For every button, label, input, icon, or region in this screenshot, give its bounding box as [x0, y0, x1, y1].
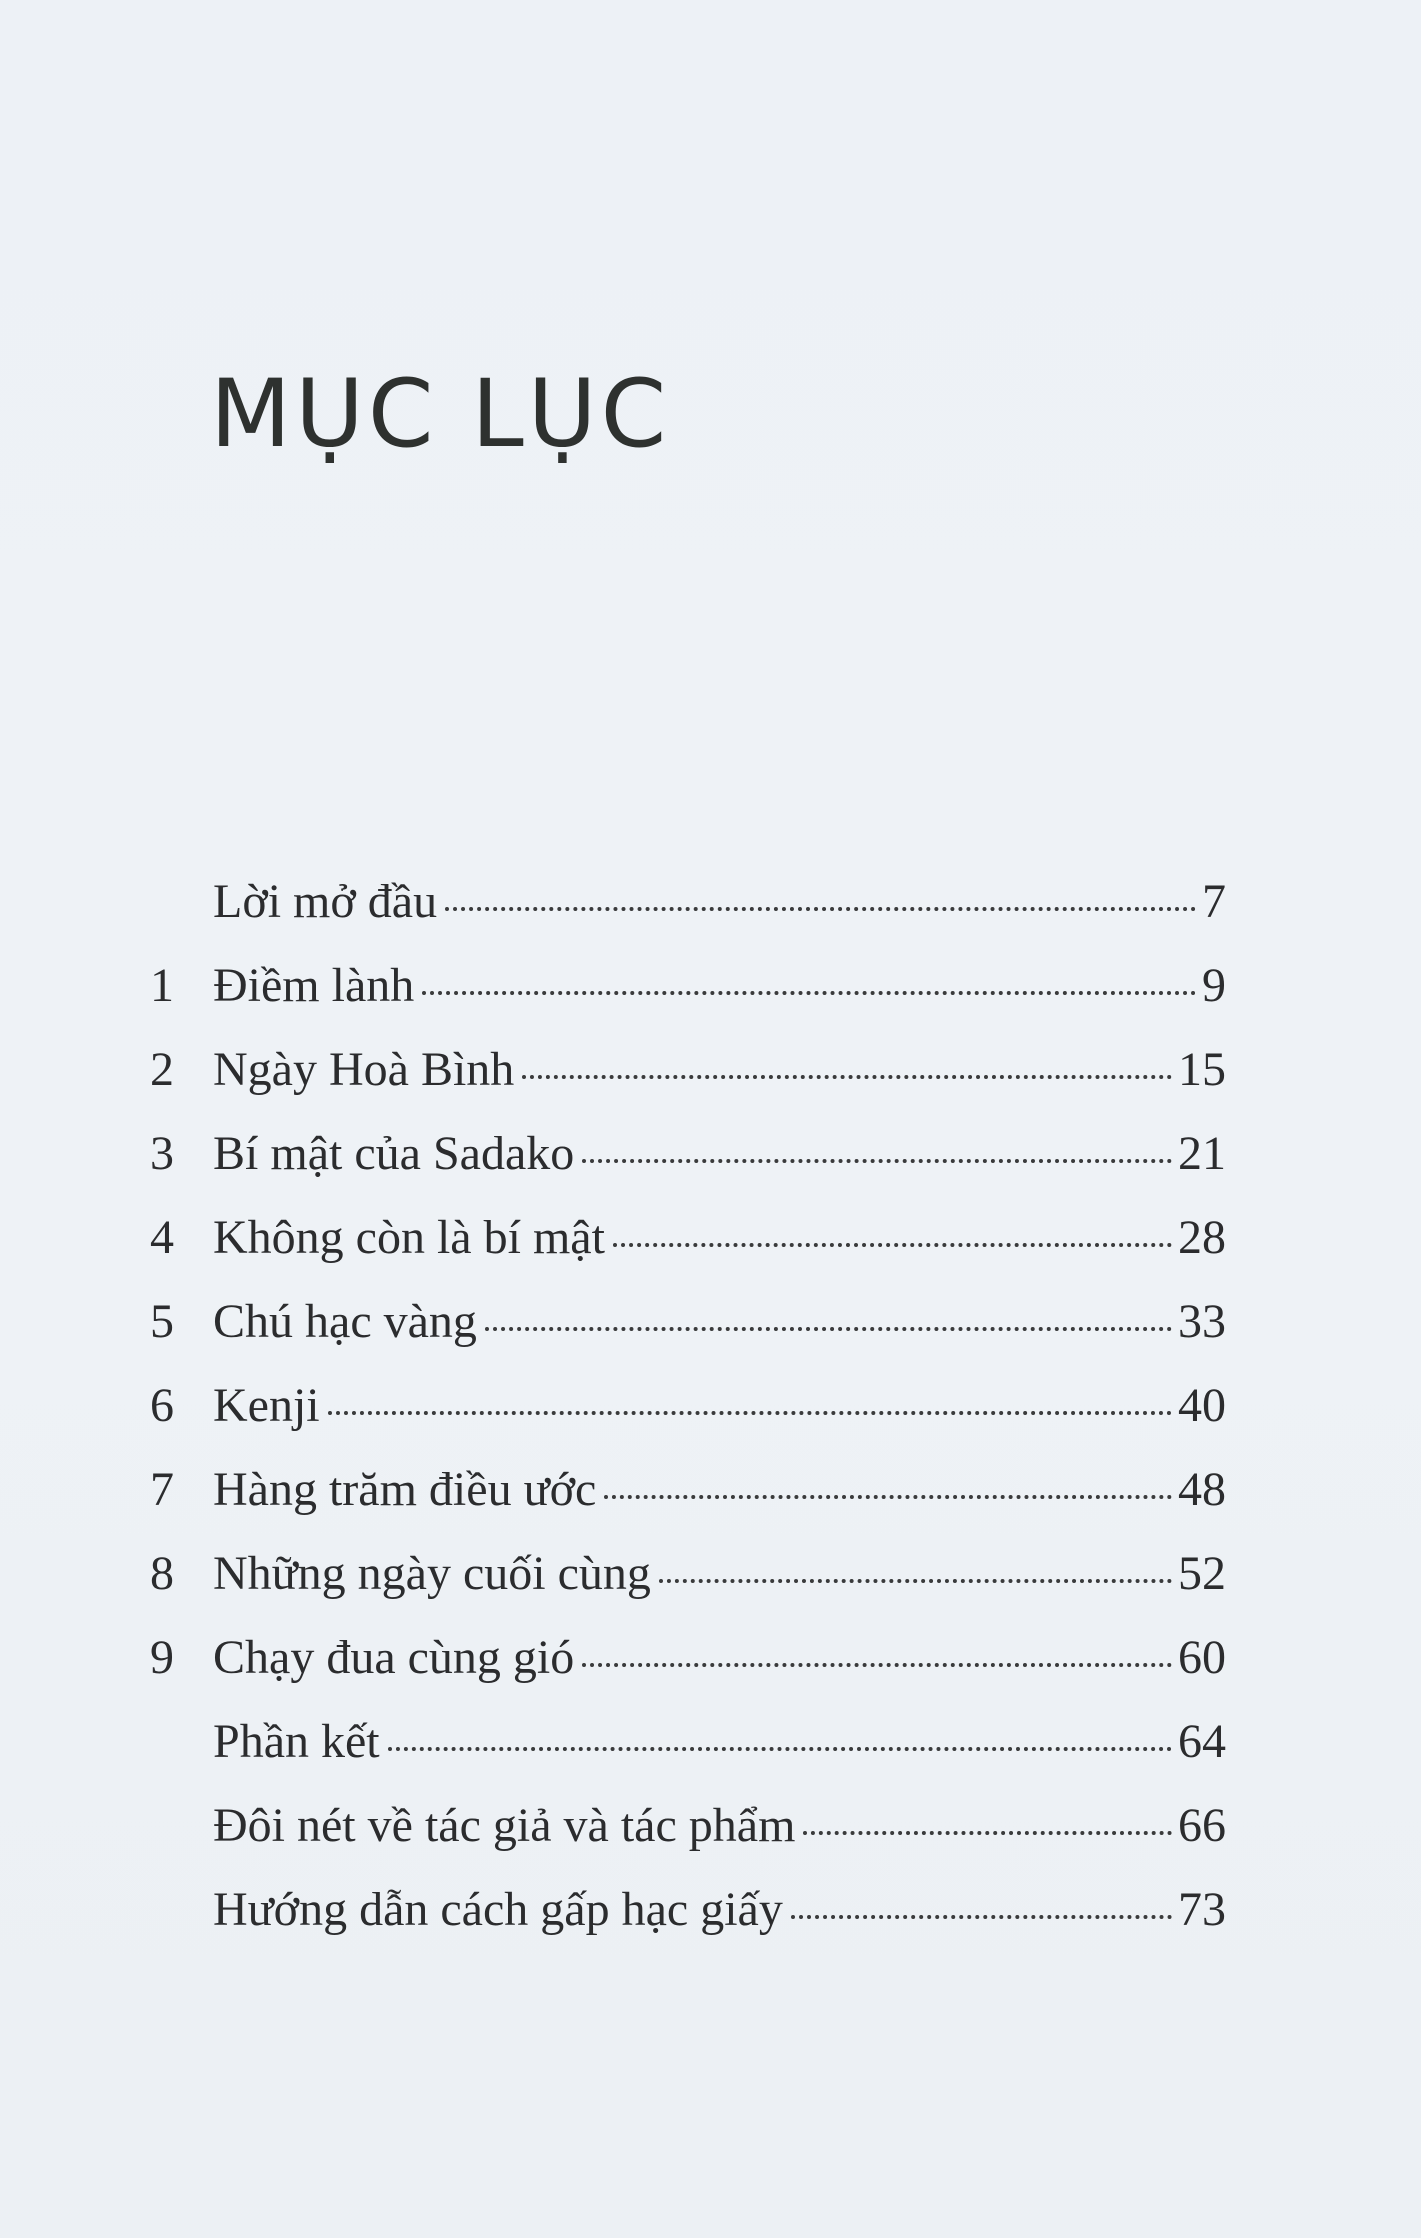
toc-entry-page: 73 [1178, 1883, 1226, 1936]
dot-leader [659, 1567, 1172, 1583]
toc-entry [0, 1206, 1421, 1290]
toc-entry-page: 33 [1178, 1295, 1226, 1348]
dot-leader [328, 1399, 1172, 1415]
toc-entry-page: 60 [1178, 1631, 1226, 1684]
toc-entry [0, 870, 1421, 954]
toc-entry-title: Không còn là bí mật [213, 1211, 605, 1264]
toc-entry-title: Ngày Hoà Bình [213, 1043, 515, 1096]
toc-entry-title: Hàng trăm điều ước [213, 1463, 597, 1516]
toc-entry-page: 9 [1202, 959, 1226, 1012]
toc-entry-title: Đôi nét về tác giả và tác phẩm [213, 1799, 796, 1852]
dot-leader [613, 1231, 1172, 1247]
toc-entry-number: 5 [150, 1295, 174, 1348]
toc-entry [0, 1290, 1421, 1374]
toc-entry [0, 1542, 1421, 1626]
toc-entry-number: 9 [150, 1631, 174, 1684]
toc-entry-title: Chạy đua cùng gió [213, 1631, 575, 1684]
toc-entry-number: 2 [150, 1043, 174, 1096]
toc-entry-page: 7 [1202, 875, 1226, 928]
toc-entry [0, 954, 1421, 1038]
toc-entry-page: 40 [1178, 1379, 1226, 1432]
toc-entry [0, 1122, 1421, 1206]
toc-entry-title: Lời mở đầu [213, 875, 438, 928]
page-title: MỤC LỤC [210, 360, 671, 469]
toc-entry-number: 8 [150, 1547, 174, 1600]
toc-entry-number: 7 [150, 1463, 174, 1516]
dot-leader [582, 1651, 1172, 1667]
toc-entry-page: 52 [1178, 1547, 1226, 1600]
toc-entry-page: 21 [1178, 1127, 1226, 1180]
toc-entry-title: Những ngày cuối cùng [213, 1547, 651, 1600]
toc-entry-title: Chú hạc vàng [213, 1295, 477, 1348]
dot-leader [582, 1147, 1172, 1163]
dot-leader [422, 979, 1196, 995]
dot-leader [522, 1063, 1172, 1079]
toc-entry-page: 48 [1178, 1463, 1226, 1516]
toc-entry-title: Điềm lành [213, 959, 415, 1012]
toc-entry [0, 1626, 1421, 1710]
toc-entry-title: Bí mật của Sadako [213, 1127, 575, 1180]
toc-entry [0, 1878, 1421, 1962]
toc-entry-title: Hướng dẫn cách gấp hạc giấy [213, 1883, 783, 1936]
toc-entry-number: 4 [150, 1211, 174, 1264]
toc-entry-number: 6 [150, 1379, 174, 1432]
toc-entry [0, 1458, 1421, 1542]
toc-entry [0, 1794, 1421, 1878]
toc-entry-number: 3 [150, 1127, 174, 1180]
toc-entry-page: 28 [1178, 1211, 1226, 1264]
toc-entry-number: 1 [150, 959, 174, 1012]
dot-leader [803, 1819, 1172, 1835]
toc-entry [0, 1374, 1421, 1458]
dot-leader [604, 1483, 1172, 1499]
dot-leader [791, 1903, 1172, 1919]
toc-entry [0, 1710, 1421, 1794]
toc-entry [0, 1038, 1421, 1122]
toc-entry-page: 64 [1178, 1715, 1226, 1768]
toc-entry-page: 15 [1178, 1043, 1226, 1096]
dot-leader [485, 1315, 1172, 1331]
dot-leader [445, 895, 1196, 911]
dot-leader [388, 1735, 1172, 1751]
toc-entry-title: Kenji [213, 1379, 320, 1432]
toc-entry-title: Phần kết [213, 1715, 380, 1768]
toc-entry-page: 66 [1178, 1799, 1226, 1852]
